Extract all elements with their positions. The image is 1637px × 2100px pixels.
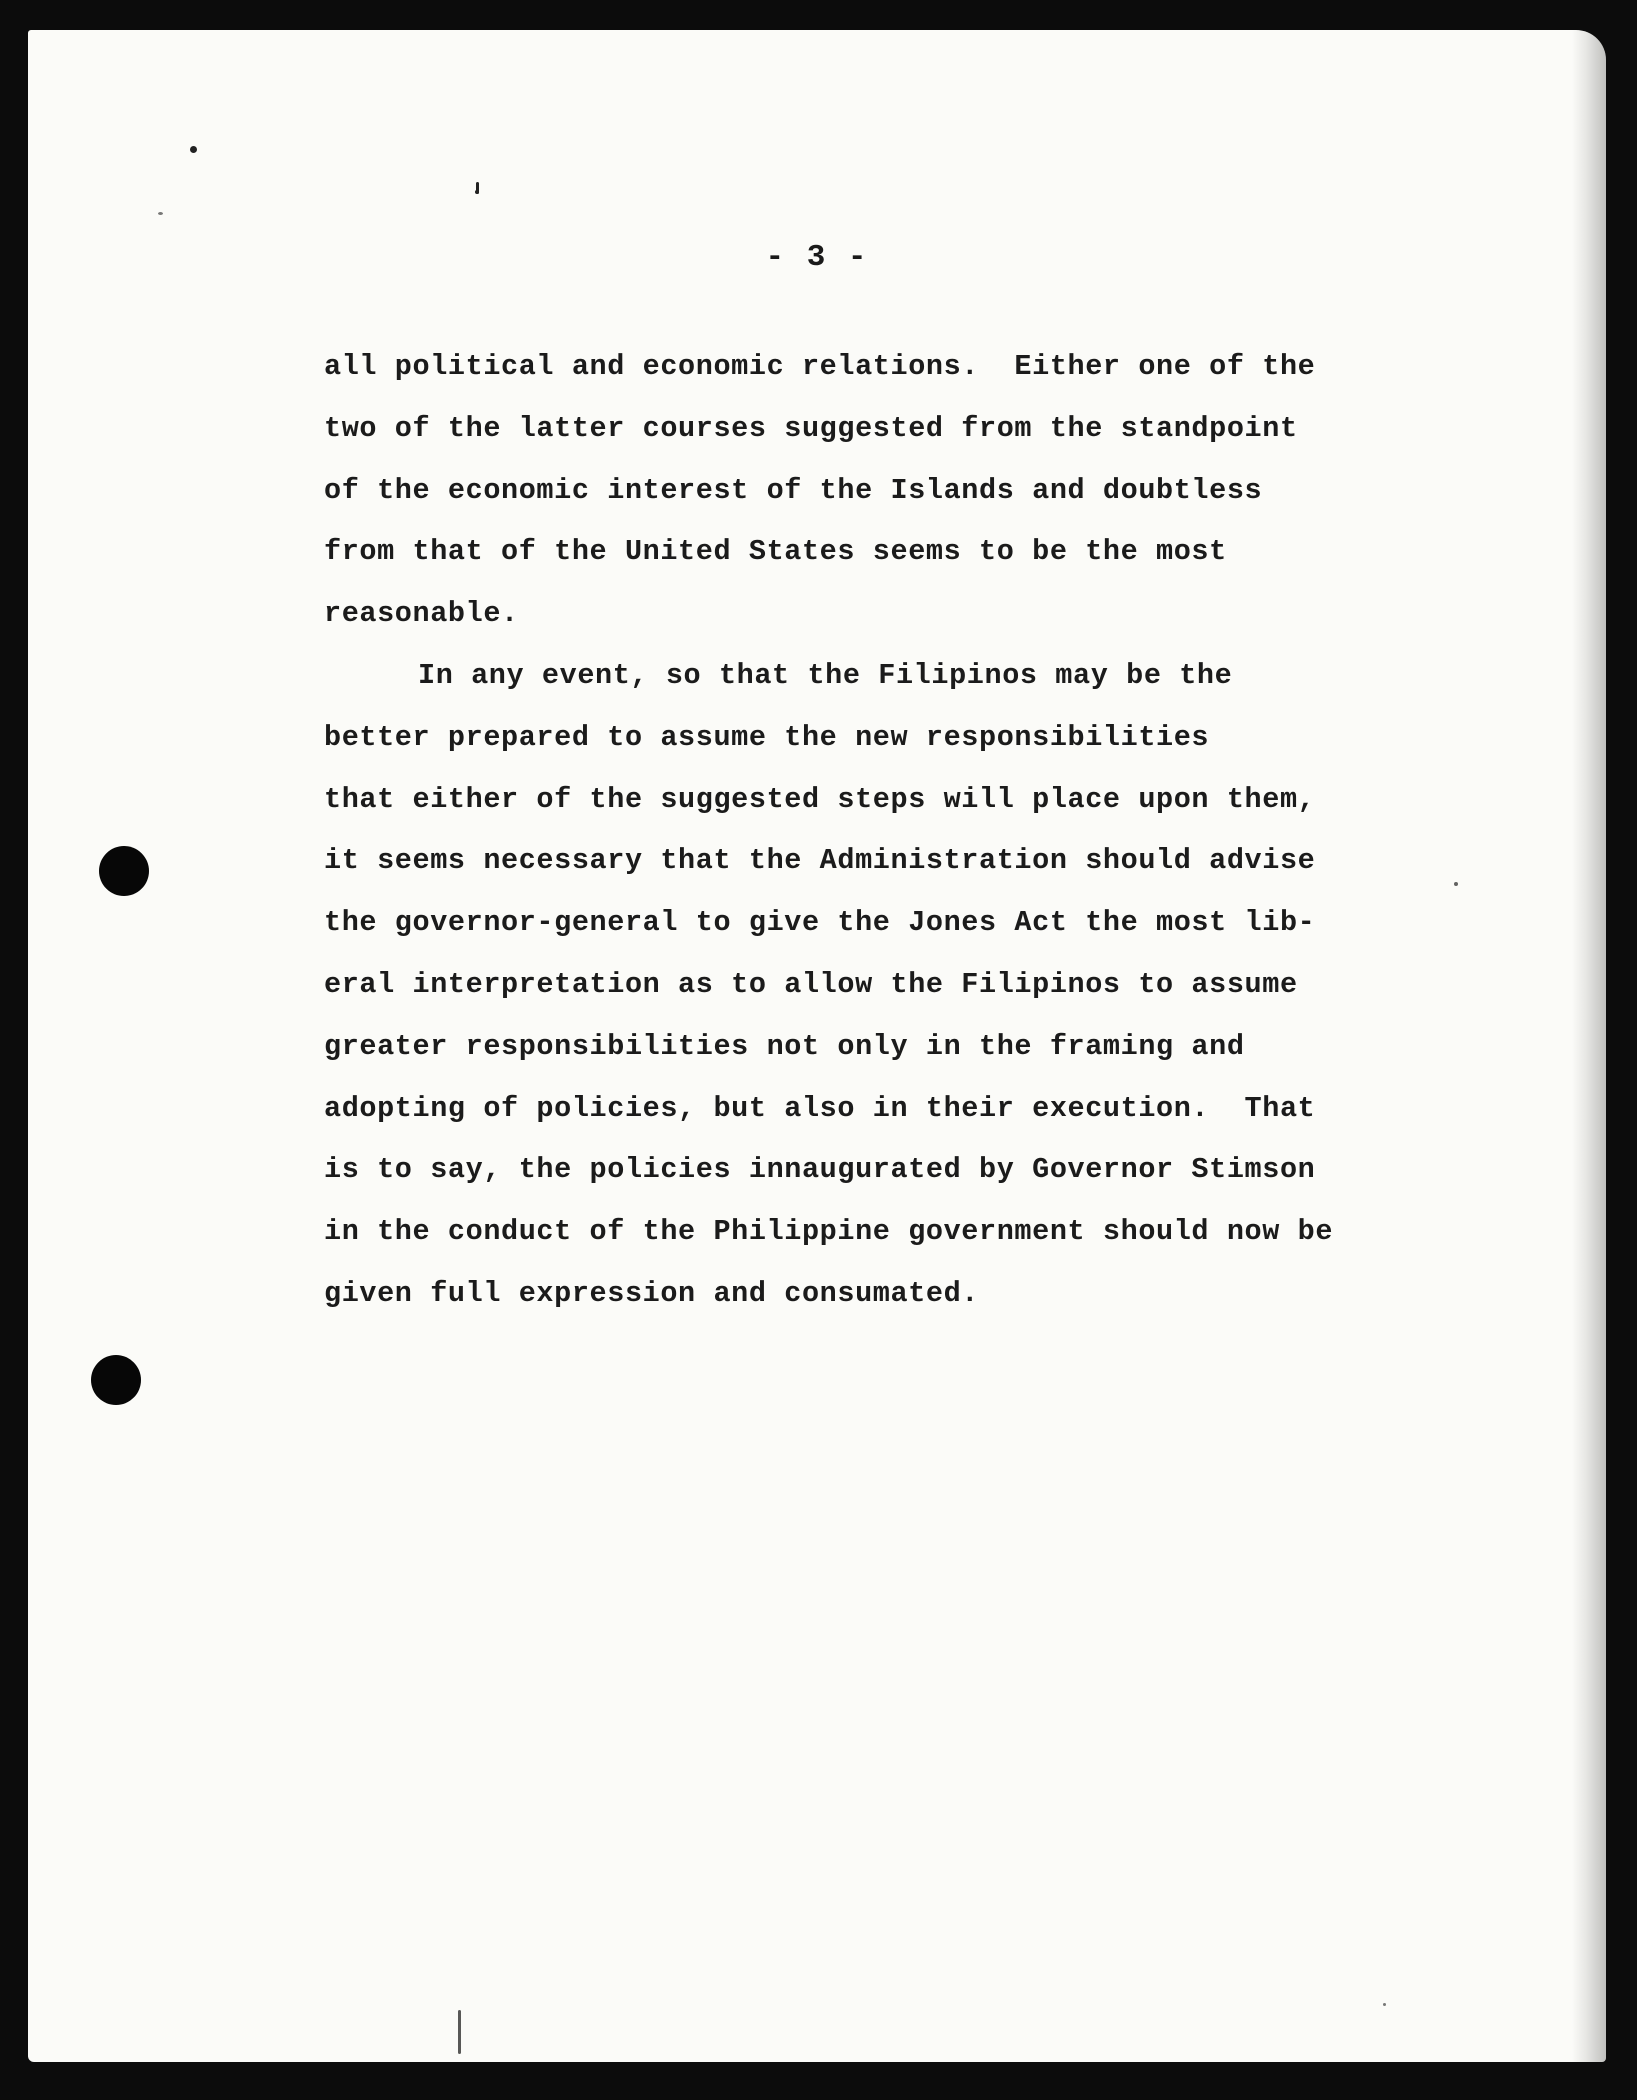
text-line: two of the latter courses suggested from the standpoint (324, 411, 1298, 445)
ink-speck (458, 2010, 461, 2054)
text-line: given full expression and consumated. (324, 1276, 980, 1310)
punch-hole-top (99, 846, 149, 896)
text-line: that either of the suggested steps will place upon them, (324, 782, 1316, 816)
text-line: adopting of policies, but also in their execution. That (324, 1091, 1316, 1125)
page-number: - 3 - (765, 240, 869, 275)
text-line: In any event, so that the Filipinos may be the (418, 658, 1233, 692)
text-line: is to say, the policies innaugurated by Governor Stimson (324, 1153, 1316, 1187)
text-line: better prepared to assume the new responsibilities (324, 720, 1210, 754)
ink-speck (158, 212, 163, 215)
text-line: of the economic interest of the Islands and doubtless (324, 473, 1263, 507)
ink-speck (1454, 882, 1458, 886)
ink-speck (475, 190, 479, 194)
paper-sheet (28, 30, 1606, 2062)
text-line: all political and economic relations. Either one of the (324, 350, 1316, 383)
text-line: the governor-general to give the Jones Act the most lib- (324, 906, 1316, 940)
text-line: eral interpretation as to allow the Filipinos to assume (324, 967, 1298, 1001)
text-line: from that of the United States seems to be the most (324, 535, 1227, 569)
text-line: reasonable. (324, 597, 519, 631)
punch-hole-bottom (91, 1355, 141, 1405)
body-text (324, 336, 1434, 1325)
text-line: greater responsibilities not only in the framing and (324, 1029, 1245, 1063)
text-line: it seems necessary that the Administration should advise (324, 844, 1316, 878)
text-line: in the conduct of the Philippine government should now be (324, 1215, 1334, 1249)
paper-edge-shadow (1572, 30, 1606, 2062)
ink-speck (1383, 2003, 1386, 2006)
ink-speck (190, 146, 197, 153)
